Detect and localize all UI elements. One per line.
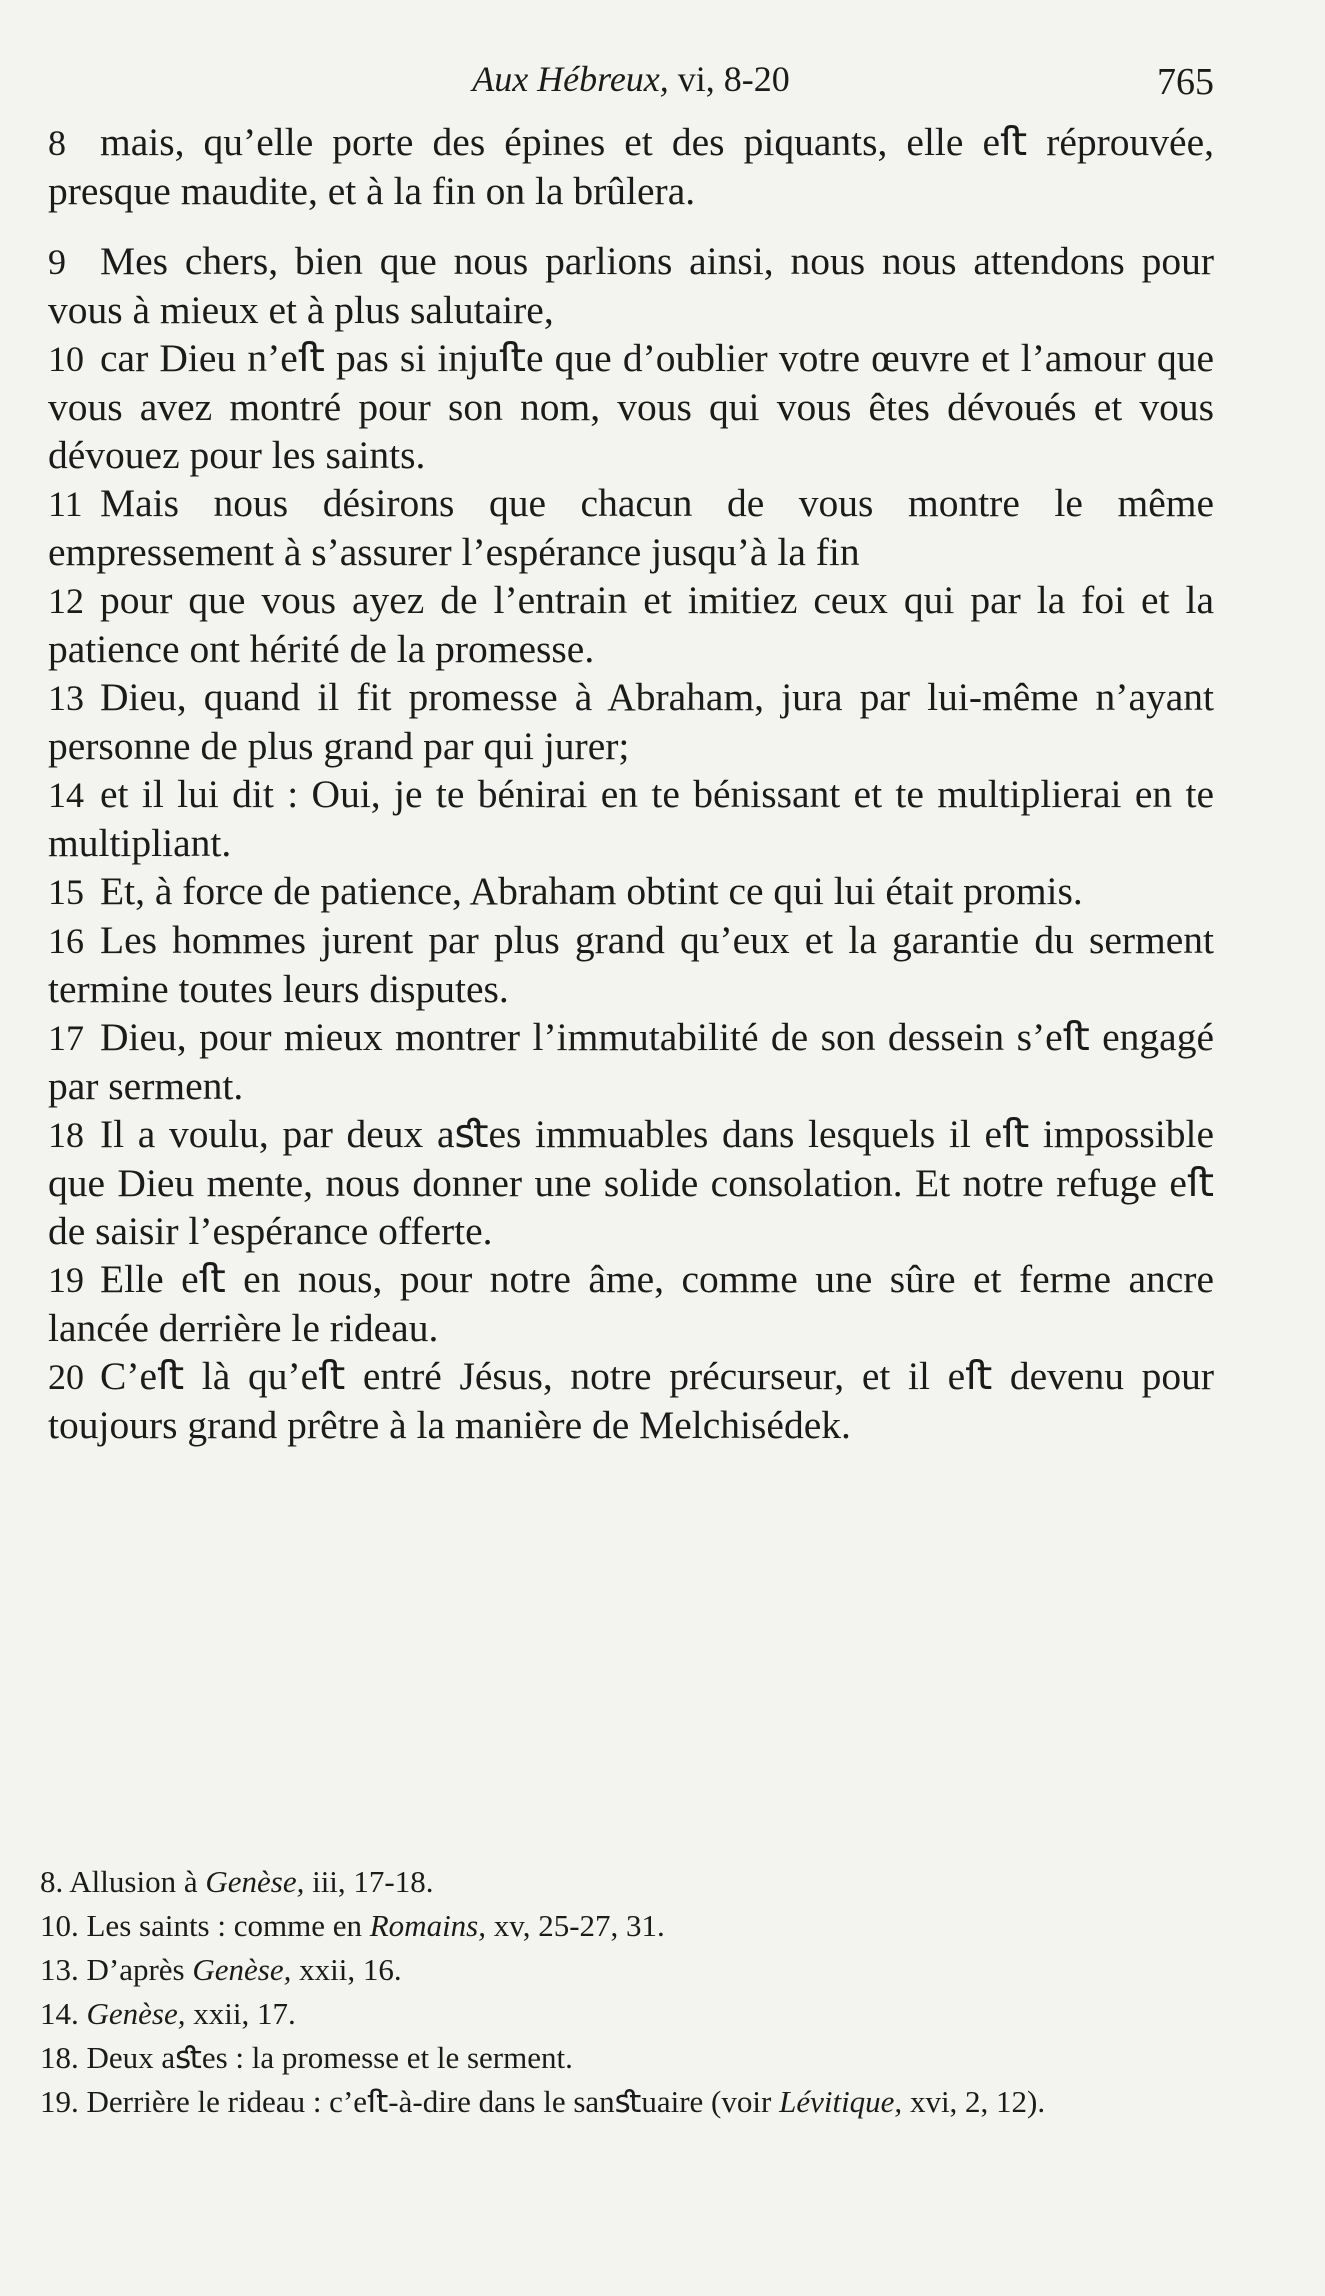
running-title bbox=[48, 58, 1214, 100]
footnote-reference: Romains, bbox=[369, 1908, 486, 1943]
footnote bbox=[40, 1992, 1210, 2036]
verse-number: 18 bbox=[48, 1115, 84, 1155]
running-header bbox=[48, 48, 1214, 118]
verse bbox=[48, 673, 1214, 770]
footnote-citation: iii, 17-18. bbox=[304, 1864, 434, 1899]
verse-number: 8 bbox=[48, 123, 66, 163]
footnote-citation: xv, 25-27, 31. bbox=[486, 1908, 665, 1943]
verse-text: Mes chers, bien que nous parlions ainsi, nous nous attendons pour vous à mieux et à plus salutaire, bbox=[48, 239, 1214, 332]
verse-text: car Dieu n’eﬅ pas si injuﬅe que d’oublier votre œuvre et l’amour que vous avez montré pour son nom, vous qui vous êtes dévoués et vous dévouez pour les saints. bbox=[48, 336, 1214, 477]
verse-text: Dieu, pour mieux montrer l’immutabilité de son dessein s’eﬅ engagé par serment. bbox=[48, 1015, 1214, 1108]
footnote-text: 19. Derrière le rideau : c’eﬅ-à-dire dans le sanﬆuaire (voir bbox=[40, 2084, 780, 2119]
footnote-text: 10. Les saints : comme en bbox=[40, 1908, 370, 1943]
footnote bbox=[40, 1860, 1210, 1904]
verse-text: Dieu, quand il fit promesse à Abraham, jura par lui-même n’ayant personne de plus grand par qui jurer; bbox=[48, 675, 1214, 768]
footnote bbox=[40, 2036, 1210, 2080]
verse-number: 15 bbox=[48, 872, 84, 912]
footnote-text: 8. Allusion à bbox=[40, 1864, 206, 1899]
footnote bbox=[40, 1904, 1210, 1948]
verse-text: mais, qu’elle porte des épines et des piquants, elle eﬅ réprouvée, presque maudite, et à la fin on la brûlera. bbox=[48, 120, 1214, 213]
verse-number: 13 bbox=[48, 678, 84, 718]
footnote-citation: xvi, 2, 12). bbox=[902, 2084, 1046, 2119]
verse bbox=[48, 334, 1214, 479]
verse-number: 19 bbox=[48, 1260, 84, 1300]
footnote bbox=[40, 2080, 1210, 2124]
verse-text: pour que vous ayez de l’entrain et imitiez ceux qui par la foi et la patience ont hérité de la promesse. bbox=[48, 578, 1214, 671]
verse-text: et il lui dit : Oui, je te bénirai en te bénissant et te multiplierai en te multipliant. bbox=[48, 772, 1214, 865]
page-number: 765 bbox=[1157, 61, 1214, 103]
verse bbox=[48, 1255, 1214, 1352]
verse-text: Et, à force de patience, Abraham obtint ce qui lui était promis. bbox=[100, 869, 1083, 913]
verse-list bbox=[48, 118, 1214, 1449]
footnote-citation: xxii, 16. bbox=[291, 1952, 402, 1987]
verse bbox=[48, 916, 1214, 1013]
footnote-text: 18. Deux aﬆes : la promesse et le serment. bbox=[40, 2040, 573, 2075]
footnote-reference: Genèse, bbox=[205, 1864, 305, 1899]
verse-number: 14 bbox=[48, 775, 84, 815]
footnote-reference: Genèse, bbox=[86, 1996, 186, 2031]
footnote-reference: Genèse, bbox=[192, 1952, 292, 1987]
verse bbox=[48, 237, 1214, 334]
verse-text: Elle eﬅ en nous, pour notre âme, comme une sûre et ferme ancre lancée derrière le rideau. bbox=[48, 1257, 1214, 1350]
verse bbox=[48, 479, 1214, 576]
verse-number: 16 bbox=[48, 921, 84, 961]
verse-number: 20 bbox=[48, 1357, 84, 1397]
verse-number: 17 bbox=[48, 1018, 84, 1058]
verse bbox=[48, 118, 1214, 215]
verse-number: 12 bbox=[48, 581, 84, 621]
verse bbox=[48, 770, 1214, 867]
verse-number: 11 bbox=[48, 484, 83, 524]
footnote-text: 14. bbox=[40, 1996, 87, 2031]
verse-text: C’eﬅ là qu’eﬅ entré Jésus, notre précurseur, et il eﬅ devenu pour toujours grand prêtre à la manière de Melchisédek. bbox=[48, 1354, 1214, 1447]
verse bbox=[48, 867, 1214, 916]
book-title: Aux Hébreux, bbox=[472, 59, 669, 99]
footnote bbox=[40, 1948, 1210, 1992]
verse-text: Il a voulu, par deux aﬆes immuables dans lesquels il eﬅ impossible que Dieu mente, nous donner une solide consolation. Et notre refuge eﬅ de saisir l’espérance offerte. bbox=[48, 1112, 1214, 1253]
chapter-range: vi, 8-20 bbox=[668, 59, 790, 99]
footnote-reference: Lévitique, bbox=[779, 2084, 903, 2119]
verse bbox=[48, 1352, 1214, 1449]
verse-number: 10 bbox=[48, 339, 84, 379]
footnote-text: 13. D’après bbox=[40, 1952, 193, 1987]
verse bbox=[48, 576, 1214, 673]
verse bbox=[48, 1013, 1214, 1110]
verse-text: Les hommes jurent par plus grand qu’eux et la garantie du serment termine toutes leurs disputes. bbox=[48, 918, 1214, 1011]
verse-text: Mais nous désirons que chacun de vous montre le même empressement à s’assurer l’espérance jusqu’à la fin bbox=[48, 481, 1214, 574]
verse bbox=[48, 1110, 1214, 1255]
verse-number: 9 bbox=[48, 242, 66, 282]
page bbox=[48, 48, 1214, 1449]
footnote-citation: xxii, 17. bbox=[185, 1996, 296, 2031]
footnotes bbox=[40, 1860, 1210, 2124]
